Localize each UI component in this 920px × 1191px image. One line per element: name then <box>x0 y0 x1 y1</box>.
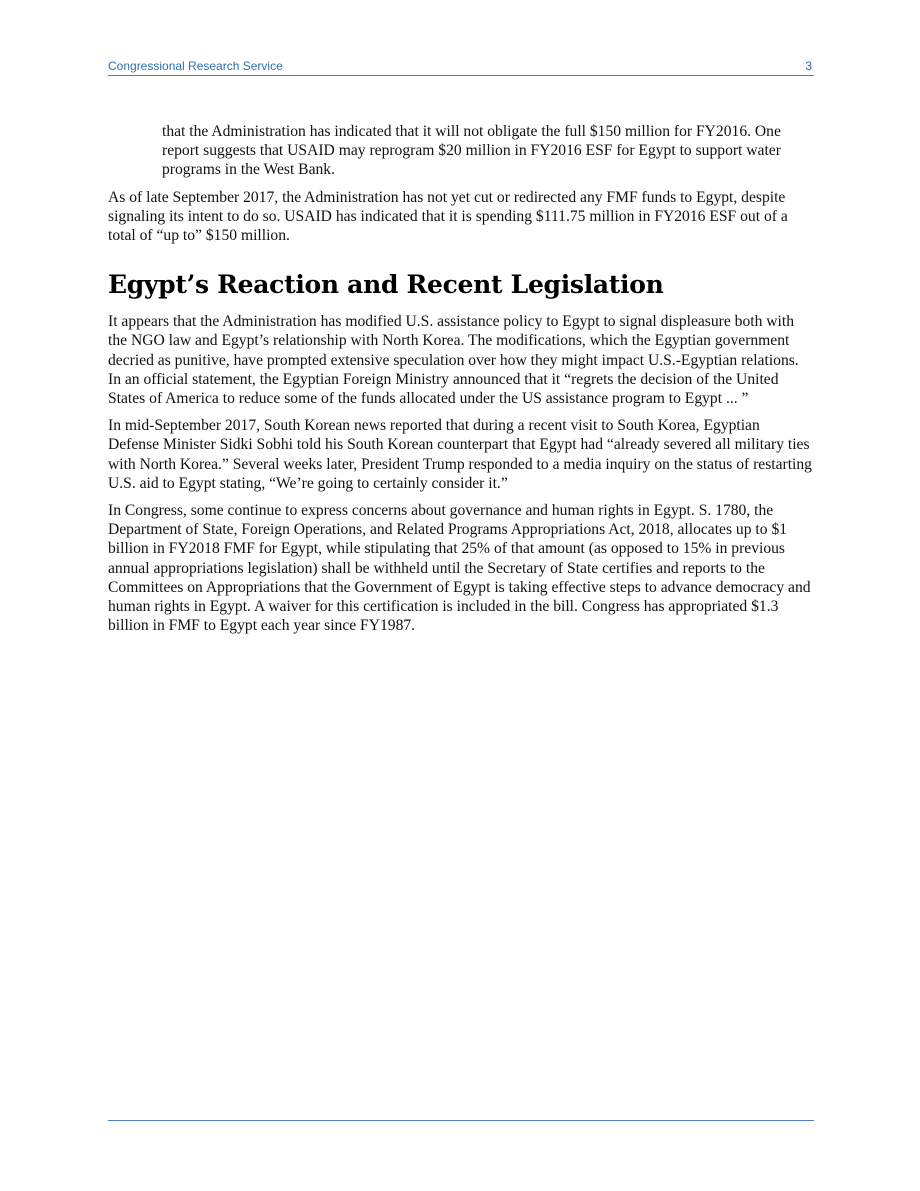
indented-paragraph: that the Administration has indicated that it will not obligate the full $150 million for FY2016. One report suggests that USAID may reprogram $20 million in FY2016 ESF for Egypt to support water programs in the West Bank. <box>162 123 781 179</box>
paragraph-congress: In Congress, some continue to express concerns about governance and human rights in Egypt. S. 1780, the Department of State, Foreign Operations, and Related Programs Appropriations Act, 2018, allocates up to $1 billion in FY2018 FMF for Egypt, while stipulating that 25% of that amount (as opposed to 15% in previous annual appropriations legislation) shall be withheld until the Secretary of State certifies and reports to the Committees on Appropriations that the Government of Egypt is taking effective steps to advance democracy and human rights in Egypt. A waiver for this certification is included in the bill. Congress has appropriated $1.3 billion in FMF to Egypt each year since FY1987. <box>108 502 811 635</box>
header-organization: Congressional Research Service <box>108 59 283 73</box>
page-header <box>108 58 814 76</box>
paragraph-south-korea-news: In mid-September 2017, South Korean news reported that during a recent visit to South Korea, Egyptian Defense Minister Sidki Sobhi told his South Korean counterpart that Egypt had “already severed all military ties with North Korea.” Several weeks later, President Trump responded to a media inquiry on the status of restarting U.S. aid to Egypt stating, “We’re going to certainly consider it.” <box>108 417 812 492</box>
footer-rule <box>108 1120 814 1121</box>
section-heading: Egypt’s Reaction and Recent Legislation <box>108 270 664 300</box>
paragraph-administration-policy: It appears that the Administration has modified U.S. assistance policy to Egypt to signal displeasure both with the NGO law and Egypt’s relationship with North Korea. The modifications, which the Egyptian government decried as punitive, have prompted extensive speculation over how they might impact U.S.-Egyptian relations. In an official statement, the Egyptian Foreign Ministry announced that it “regrets the decision of the United States of America to reduce some of the funds allocated under the US assistance program to Egypt ... ” <box>108 313 799 408</box>
paragraph-fmf-status: As of late September 2017, the Administration has not yet cut or redirected any FMF funds to Egypt, despite signaling its intent to do so. USAID has indicated that it is spending $111.75 million in FY2016 ESF out of a total of “up to” $150 million. <box>108 188 788 245</box>
page-content <box>108 122 814 643</box>
header-page-number: 3 <box>805 59 812 73</box>
